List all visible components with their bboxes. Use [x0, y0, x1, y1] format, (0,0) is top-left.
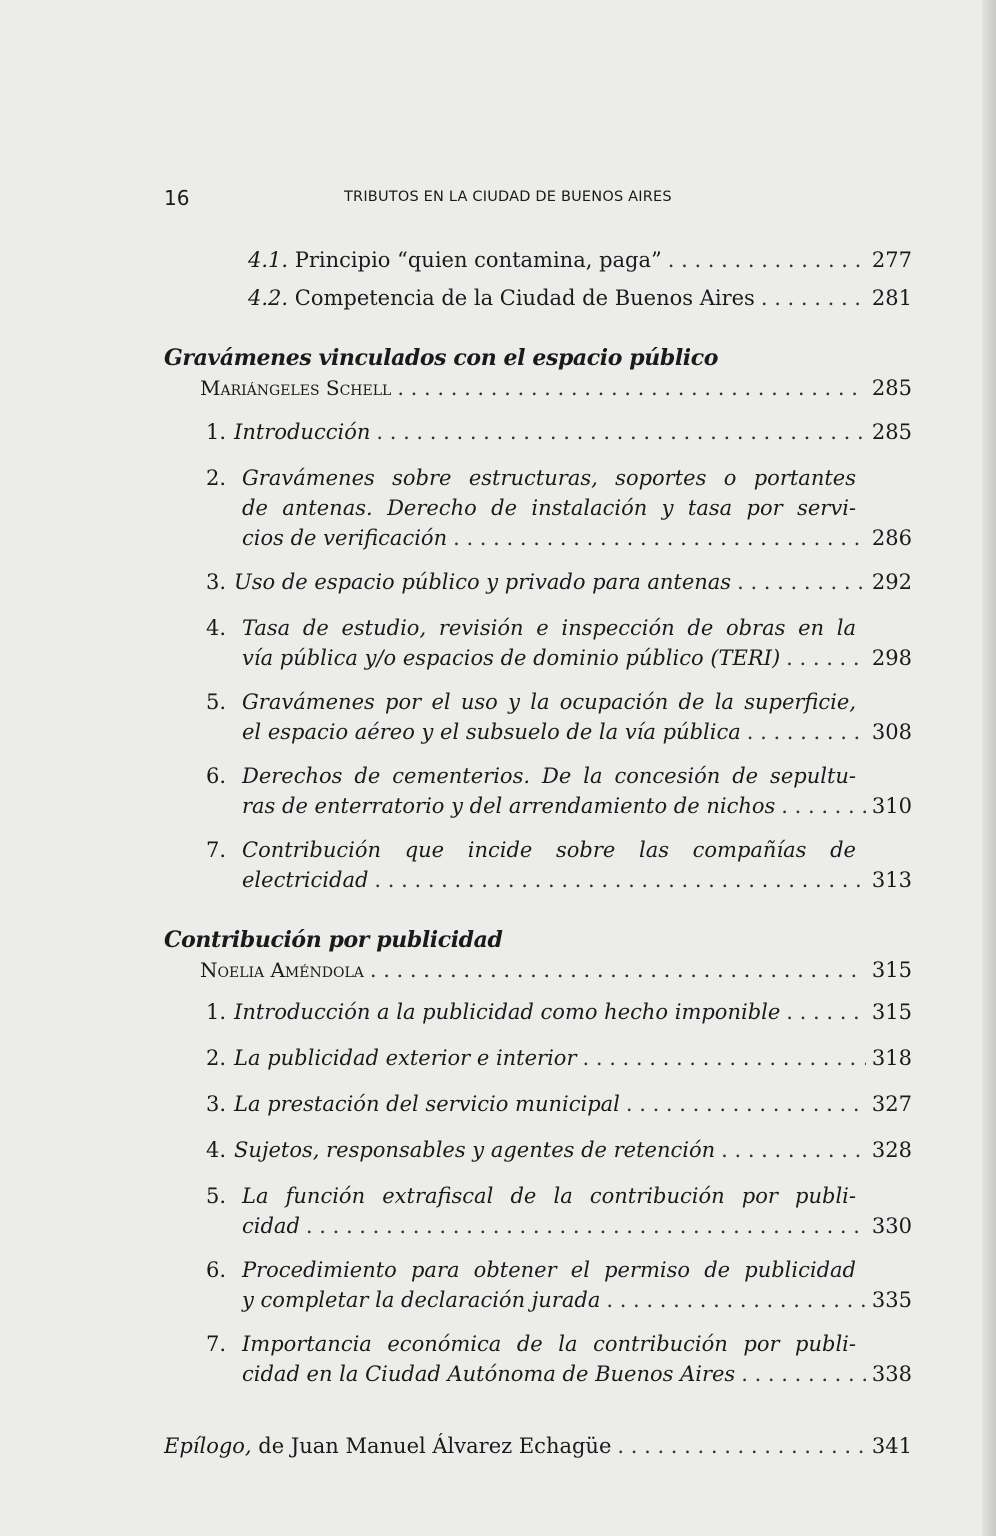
- epilogue-label: Epílogo,: [164, 1434, 252, 1458]
- toc-entry: [242, 1212, 912, 1240]
- dot-leader: [397, 374, 866, 402]
- entry-title: ras de enterratorio y del arrendamiento de nichos: [242, 794, 776, 818]
- dot-leader: [370, 956, 866, 984]
- entry-page: 286: [871, 526, 912, 550]
- entry-number: 6.: [206, 764, 227, 788]
- toc-entry: [242, 644, 912, 672]
- entry-title: La publicidad exterior e interior: [234, 1046, 577, 1070]
- entry-title: y completar la declaración jurada: [242, 1288, 601, 1312]
- entry-title: cidad: [242, 1214, 300, 1238]
- entry-title-line: Tasa de estudio, revisión e inspección de obras en la: [242, 616, 856, 640]
- entry-page: 281: [871, 286, 912, 310]
- entry-title-line: La función extrafiscal de la contribución por publi-: [242, 1184, 856, 1208]
- dot-leader: [374, 866, 865, 894]
- dot-leader: [786, 998, 866, 1026]
- entry-number: 2.: [206, 1046, 227, 1070]
- page-number: 16: [164, 186, 190, 210]
- running-title: TRIBUTOS EN LA CIUDAD DE BUENOS AIRES: [344, 189, 672, 205]
- entry-title: cidad en la Ciudad Autónoma de Buenos Aires: [242, 1362, 736, 1386]
- dot-leader: [747, 718, 866, 746]
- entry-page: 327: [871, 1092, 912, 1116]
- entry-page: 315: [871, 958, 912, 982]
- entry-title: [164, 1432, 611, 1460]
- entry-number: 1.: [206, 1000, 227, 1024]
- dot-leader: [306, 1212, 866, 1240]
- toc-entry: [242, 1360, 912, 1388]
- entry-title: cios de verificación: [242, 526, 448, 550]
- epilogue-author: de Juan Manuel Álvarez Echagüe: [251, 1434, 612, 1458]
- dot-leader: [741, 1360, 866, 1388]
- dot-leader: [786, 644, 866, 672]
- toc-entry: [242, 718, 912, 746]
- toc-entry: [206, 1044, 912, 1072]
- dot-leader: [668, 246, 866, 274]
- dot-leader: [761, 284, 866, 312]
- toc-entry: [242, 792, 912, 820]
- entry-number: 4.: [206, 1138, 227, 1162]
- entry-page: 285: [871, 376, 912, 400]
- entry-title: La prestación del servicio municipal: [234, 1092, 620, 1116]
- page-edge-shadow: [982, 0, 996, 1536]
- section-espacio-publico-author: [200, 374, 912, 402]
- entry-page: 341: [871, 1434, 912, 1458]
- entry-page: 313: [871, 868, 912, 892]
- section-publicidad-title: Contribución por publicidad: [164, 927, 503, 953]
- dot-leader: [781, 792, 866, 820]
- page-header: [164, 186, 896, 214]
- dot-leader: [606, 1286, 866, 1314]
- entry-page: 338: [871, 1362, 912, 1386]
- dot-leader: [721, 1136, 866, 1164]
- entry-title-line: Derechos de cementerios. De la concesión de sepultu-: [242, 764, 856, 788]
- toc-entry: [206, 998, 912, 1026]
- entry-title: vía pública y/o espacios de dominio público (TERI): [242, 646, 781, 670]
- entry-page: 335: [871, 1288, 912, 1312]
- dot-leader: [737, 568, 866, 596]
- entry-number: 5.: [206, 1184, 227, 1208]
- entry-title: Mariángeles Schell: [200, 376, 392, 400]
- entry-page: 315: [871, 1000, 912, 1024]
- entry-page: 298: [871, 646, 912, 670]
- dot-leader: [376, 418, 866, 446]
- toc-entry: [206, 418, 912, 446]
- entry-title-line: Contribución que incide sobre las compañías de: [242, 838, 856, 862]
- entry-title: el espacio aéreo y el subsuelo de la vía pública: [242, 720, 741, 744]
- entry-title: Sujetos, responsables y agentes de retención: [234, 1138, 716, 1162]
- entry-title-line: Gravámenes sobre estructuras, soportes o portantes: [242, 466, 856, 490]
- entry-title: Uso de espacio público y privado para antenas: [234, 570, 732, 594]
- entry-number: 4.1.: [248, 248, 289, 272]
- entry-page: 292: [871, 570, 912, 594]
- entry-number: 7.: [206, 838, 227, 862]
- entry-title-line: Importancia económica de la contribución por publi-: [242, 1332, 856, 1356]
- toc-entry: [242, 524, 912, 552]
- entry-title-line: Gravámenes por el uso y la ocupación de la superficie,: [242, 690, 856, 714]
- section-espacio-publico-title: Gravámenes vinculados con el espacio público: [164, 345, 719, 371]
- entry-number: 3.: [206, 570, 227, 594]
- entry-number: 2.: [206, 466, 227, 490]
- entry-title-line: Procedimiento para obtener el permiso de publicidad: [242, 1258, 856, 1282]
- entry-number: 3.: [206, 1092, 227, 1116]
- dot-leader: [626, 1090, 866, 1118]
- entry-number: 5.: [206, 690, 227, 714]
- entry-title: electricidad: [242, 868, 369, 892]
- toc-entry: [248, 246, 912, 274]
- entry-title: Introducción a la publicidad como hecho imponible: [234, 1000, 781, 1024]
- entry-page: 277: [871, 248, 912, 272]
- dot-leader: [453, 524, 866, 552]
- entry-page: 310: [871, 794, 912, 818]
- entry-number: 4.2.: [248, 286, 289, 310]
- toc-entry: [206, 1136, 912, 1164]
- entry-title-line: de antenas. Derecho de instalación y tasa por servi-: [242, 496, 856, 520]
- entry-page: 328: [871, 1138, 912, 1162]
- dot-leader: [583, 1044, 866, 1072]
- toc-entry: [206, 568, 912, 596]
- toc-entry: [242, 866, 912, 894]
- toc-entry: [248, 284, 912, 312]
- entry-page: 330: [871, 1214, 912, 1238]
- entry-title: 4.1. Principio “quien contamina, paga”: [248, 248, 662, 272]
- entry-number: 7.: [206, 1332, 227, 1356]
- epilogue-entry: [164, 1432, 912, 1460]
- entry-page: 308: [871, 720, 912, 744]
- section-publicidad-author: [200, 956, 912, 984]
- dot-leader: [617, 1432, 866, 1460]
- entry-number: 1.: [206, 420, 227, 444]
- toc-entry: [242, 1286, 912, 1314]
- entry-number: 4.: [206, 616, 227, 640]
- entry-title: Introducción: [234, 420, 371, 444]
- entry-page: 318: [871, 1046, 912, 1070]
- entry-number: 6.: [206, 1258, 227, 1282]
- toc-entry: [206, 1090, 912, 1118]
- entry-title: 4.2. Competencia de la Ciudad de Buenos Aires: [248, 286, 755, 310]
- entry-page: 285: [871, 420, 912, 444]
- entry-title: Noelia Améndola: [200, 958, 364, 982]
